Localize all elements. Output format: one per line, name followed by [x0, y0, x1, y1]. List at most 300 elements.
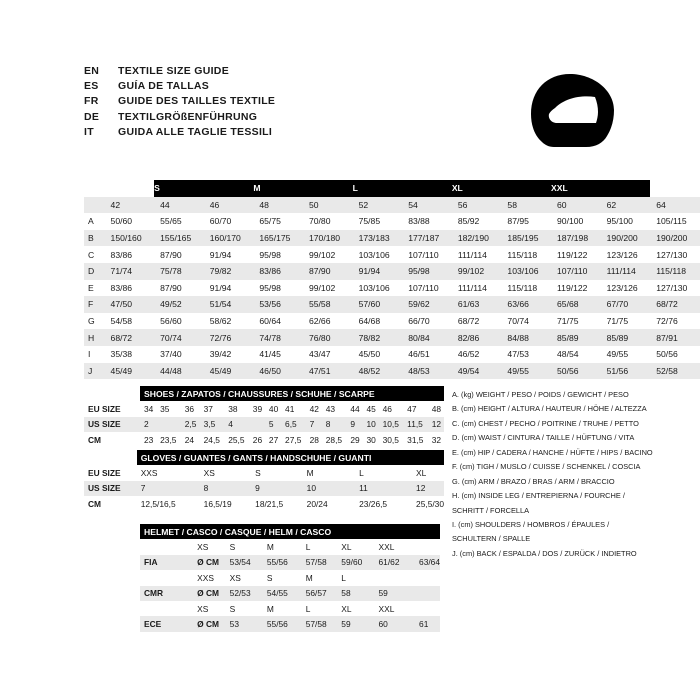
cell: M	[306, 468, 314, 479]
cell: 95/98	[259, 249, 281, 260]
cell: 56/57	[305, 588, 327, 599]
cell: 5	[268, 419, 274, 430]
cell: S	[255, 468, 261, 479]
cell: 55/65	[160, 216, 182, 227]
cell: 32	[431, 434, 442, 445]
size-group-blank	[105, 180, 155, 197]
cell: 85/92	[457, 216, 480, 227]
cell: 84/88	[507, 332, 529, 343]
helmet-fia-sizes-row	[140, 539, 440, 554]
cell: 65/68	[557, 299, 579, 310]
helmet-cmr-row	[140, 586, 440, 601]
cell: 54/58	[110, 316, 133, 327]
cell: 83/88	[408, 216, 430, 227]
cell: 173/183	[358, 233, 390, 244]
cell: 68/72	[656, 299, 678, 310]
cell: XS	[203, 468, 215, 479]
cell: 83/86	[110, 282, 133, 293]
cell: XXS	[197, 572, 214, 583]
cell: 99/102	[308, 249, 336, 260]
cell: 65/75	[259, 216, 281, 227]
gloves-us-label: US SIZE	[88, 483, 121, 494]
cell: 44/48	[160, 365, 182, 376]
legend-item-j: J. (cm) BACK / ESPALDA / DOS / ZURÜCK / INDIETRO	[452, 548, 637, 558]
gloves-title: GLOVES / GUANTES / GANTS / HANDSCHUHE / GUANTI	[137, 450, 444, 465]
cell: S	[266, 572, 273, 583]
shoes-eu-label: EU SIZE	[88, 404, 121, 415]
gloves-title-row	[84, 450, 444, 465]
cell: 37	[203, 404, 213, 415]
size-group-s: S	[154, 180, 253, 197]
legend-item-c: C. (cm) CHEST / PECHO / POITRINE / TRUHE / PETTO	[452, 418, 639, 428]
cell: 155/165	[160, 233, 192, 244]
table-row	[84, 481, 444, 496]
cell: 45/49	[110, 365, 133, 376]
cell: 105/115	[656, 216, 687, 227]
legend-item-b: B. (cm) HEIGHT / ALTURA / HAUTEUR / HÖHE / ALTEZZA	[452, 404, 647, 414]
cell: 41	[285, 404, 295, 415]
header-lang-de: DE	[84, 110, 100, 123]
size-group-header-row	[84, 180, 700, 197]
cell: 28,5	[325, 434, 343, 445]
cell: 36	[184, 404, 195, 415]
header-lang-es: ES	[84, 80, 99, 93]
table-row	[84, 263, 700, 280]
shoes-cm-label: CM	[88, 434, 102, 445]
cell: 119/122	[557, 249, 588, 260]
row-key-b: B	[88, 233, 94, 244]
row-key-i: I	[88, 349, 91, 360]
cell: 57/60	[358, 299, 381, 310]
cell: 123/126	[606, 249, 638, 260]
cell: 12	[416, 483, 426, 494]
cell: 28	[309, 434, 319, 445]
cell: 52/53	[229, 588, 251, 599]
header-block	[84, 64, 275, 140]
size-num-42: 42	[110, 199, 121, 210]
size-num-56: 56	[457, 199, 468, 210]
cell: 46/52	[457, 349, 480, 360]
table-row	[84, 417, 444, 432]
cell: 39	[252, 404, 263, 415]
cell: 61	[419, 619, 429, 630]
cell: 123/126	[606, 282, 638, 293]
helmet-cmr-sizes-row	[140, 570, 440, 585]
cell: 165/175	[259, 233, 291, 244]
cell: 48/54	[557, 349, 579, 360]
cell: 23,5	[160, 434, 177, 445]
table-row	[84, 465, 444, 480]
cell: S	[229, 542, 236, 553]
cell: 45/50	[358, 349, 381, 360]
row-key-h: H	[88, 332, 95, 343]
cell: 9	[350, 419, 355, 430]
header-row	[84, 64, 275, 79]
legend-item-g: G. (cm) ARM / BRAZO / BRAS / ARM / BRACCIO	[452, 476, 615, 486]
row-key-j: J	[88, 365, 93, 376]
cell: 182/190	[457, 233, 489, 244]
helmet-fia-label: FIA	[144, 557, 158, 568]
cell: 87/95	[507, 216, 529, 227]
cell: 87/91	[656, 332, 678, 343]
cell: 25,5/30	[416, 498, 444, 509]
cell: 50/56	[557, 365, 579, 376]
cell: 56/60	[160, 316, 182, 327]
cell: 45	[366, 404, 376, 415]
cell: 63/66	[507, 299, 529, 310]
size-num-44: 44	[160, 199, 170, 210]
cell: 35	[160, 404, 170, 415]
cell: 82/86	[457, 332, 480, 343]
cell: 74/78	[259, 332, 281, 343]
size-num-46: 46	[209, 199, 220, 210]
cell: 95/100	[606, 216, 633, 227]
cell: 103/106	[358, 282, 390, 293]
header-text-en: TEXTILE SIZE GUIDE	[118, 65, 229, 77]
helmet-ece-row	[140, 616, 440, 631]
cell: 170/180	[308, 233, 341, 244]
cell: 16,5/19	[203, 498, 232, 509]
cell: 54/55	[266, 588, 288, 599]
helmet-title-row	[140, 524, 440, 539]
cell: 24,5	[203, 434, 220, 445]
cell: 48	[431, 404, 442, 415]
cell: XL	[341, 603, 352, 614]
cell: 42	[309, 404, 319, 415]
cell: 75/78	[160, 266, 182, 277]
cell: 53/54	[229, 557, 251, 568]
cell	[249, 417, 265, 432]
cell: 43/47	[308, 349, 331, 360]
header-lang-it: IT	[84, 125, 94, 138]
cell: 49/52	[160, 299, 182, 310]
size-num-58: 58	[507, 199, 517, 210]
cell: 7	[140, 483, 146, 494]
cell: 11	[359, 483, 368, 494]
cell: M	[266, 603, 274, 614]
cell: 72/76	[209, 332, 232, 343]
cell: L	[305, 542, 311, 553]
cell: 71/75	[557, 316, 579, 327]
cell: 83/86	[259, 266, 281, 277]
size-num-52: 52	[358, 199, 369, 210]
cell: 3,5	[203, 419, 216, 430]
cell: 59/60	[341, 557, 363, 568]
cell: 85/89	[557, 332, 579, 343]
table-row	[84, 296, 700, 313]
row-key-d: D	[88, 266, 95, 277]
cell: 48/52	[358, 365, 381, 376]
cell: 48/53	[408, 365, 430, 376]
cell: 12	[431, 419, 442, 430]
cell: 75/85	[358, 216, 381, 227]
size-num-50: 50	[308, 199, 319, 210]
cell: 87/90	[160, 282, 182, 293]
cell: 119/122	[557, 282, 588, 293]
legend-item-h: H. (cm) INSIDE LEG / ENTREPIERNA / FOURCHE /	[452, 491, 625, 501]
cell: 47/53	[507, 349, 529, 360]
cell: 99/102	[308, 282, 336, 293]
cell: 46/50	[259, 365, 281, 376]
cell: 51/56	[606, 365, 629, 376]
table-row	[84, 246, 700, 263]
cell: 187/198	[557, 233, 589, 244]
header-row	[84, 110, 275, 125]
row-key-f: F	[88, 299, 94, 310]
legend-item-h-cont: SCHRITT / FORCELLA	[452, 505, 530, 515]
cell: 70/74	[160, 332, 182, 343]
cell: 35/38	[110, 349, 133, 360]
cell: 55/58	[308, 299, 331, 310]
cell: 38	[228, 404, 238, 415]
cell: 70/74	[507, 316, 529, 327]
gloves-table	[84, 450, 444, 512]
cell: XS	[229, 572, 241, 583]
cell: 55/56	[266, 557, 288, 568]
table-row	[84, 496, 444, 511]
cell: XXS	[140, 468, 158, 479]
cell: 52/58	[656, 365, 678, 376]
cell: 46	[382, 404, 392, 415]
cell: 67/70	[606, 299, 629, 310]
cell: 63/64	[419, 557, 440, 568]
helmet-ece-sizes-row	[140, 601, 440, 616]
cell: 57/58	[305, 619, 327, 630]
table-row	[84, 280, 700, 297]
cell: 45/49	[209, 365, 232, 376]
size-num-54: 54	[408, 199, 418, 210]
helmet-table	[140, 524, 440, 632]
cell: 12,5/16,5	[140, 498, 176, 509]
cell: 29	[350, 434, 360, 445]
helmet-cmr-unit: Ø CM	[197, 588, 220, 599]
cell: XS	[197, 542, 209, 553]
shoes-title-row	[84, 386, 444, 401]
cell: 49/54	[457, 365, 480, 376]
cell: 18/21,5	[255, 498, 284, 509]
cell: 50/56	[656, 349, 678, 360]
cell: 103/106	[507, 266, 539, 277]
cell: L	[305, 603, 311, 614]
helmet-title: HELMET / CASCO / CASQUE / HELM / CASCO	[140, 524, 440, 539]
cell: 39/42	[209, 349, 232, 360]
legend-item-f: F. (cm) TIGH / MUSLO / CUISSE / SCHENKEL / COSCIA	[452, 462, 641, 472]
cell: 30	[366, 434, 376, 445]
header-row	[84, 79, 275, 94]
cell: M	[305, 572, 313, 583]
cell: 103/106	[358, 249, 390, 260]
cell: 95/98	[408, 266, 430, 277]
cell: XL	[341, 542, 352, 553]
header-row	[84, 94, 275, 109]
cell: 127/130	[656, 249, 688, 260]
cell: 76/80	[308, 332, 331, 343]
cell: 27	[268, 434, 279, 445]
cell: 107/110	[408, 282, 439, 293]
table-row	[84, 346, 700, 363]
size-group-m: M	[253, 180, 352, 197]
cell: 7	[309, 419, 315, 430]
header-text-es: GUÍA DE TALLAS	[118, 80, 210, 93]
cell: 50/60	[110, 216, 133, 227]
cell: S	[229, 603, 236, 614]
cell: 59	[378, 588, 388, 599]
row-key-a: A	[88, 216, 94, 227]
table-row	[84, 329, 700, 346]
helmet-icon	[525, 72, 615, 152]
cell: 58/62	[209, 316, 232, 327]
measurement-legend	[452, 388, 700, 561]
numeric-header-row	[84, 197, 700, 214]
cell: 47/50	[110, 299, 133, 310]
legend-item-i-cont: SCHULTERN / SPALLE	[452, 534, 531, 544]
cell: 55/56	[266, 619, 288, 630]
cell: XL	[416, 468, 427, 479]
table-row	[84, 401, 444, 416]
cell: 127/130	[656, 282, 688, 293]
row-key-c: C	[88, 249, 95, 260]
helmet-cmr-label: CMR	[144, 588, 164, 599]
cell: M	[266, 542, 274, 553]
legend-item-e: E. (cm) HIP / CADERA / HANCHE / HÜFTE / HIPS / BACINO	[452, 447, 653, 457]
cell: 60/70	[209, 216, 232, 227]
cell: 70/80	[308, 216, 331, 227]
table-row	[84, 213, 700, 230]
shoes-us-label: US SIZE	[88, 419, 121, 430]
cell: 61/62	[378, 557, 400, 568]
cell: 71/75	[606, 316, 629, 327]
size-num-64: 64	[656, 199, 666, 210]
cell: 11,5	[407, 419, 423, 430]
size-num-48: 48	[259, 199, 269, 210]
cell: 60/64	[259, 316, 281, 327]
cell: 60	[378, 619, 388, 630]
header-row	[84, 125, 275, 140]
table-row	[84, 313, 700, 330]
cell: 150/160	[110, 233, 142, 244]
cell: 41/45	[259, 349, 281, 360]
cell: 40	[268, 404, 279, 415]
cell: XS	[197, 603, 209, 614]
cell: 34	[144, 404, 154, 415]
cell: 107/110	[408, 249, 439, 260]
cell: 20/24	[306, 498, 328, 509]
cell: L	[341, 572, 346, 583]
cell: 160/170	[209, 233, 241, 244]
cell: 53	[229, 619, 239, 630]
cell: 4	[228, 419, 233, 430]
legend-item-a: A. (kg) WEIGHT / PESO / POIDS / GEWICHT / PESO	[452, 390, 629, 399]
cell: 58	[341, 588, 351, 599]
cell: 91/94	[209, 282, 232, 293]
cell: 51/54	[209, 299, 232, 310]
table-row	[84, 432, 444, 447]
cell: 111/114	[457, 249, 487, 260]
cell: 185/195	[507, 233, 539, 244]
cell: 66/70	[408, 316, 430, 327]
legend-item-d: D. (cm) WAIST / CINTURA / TAILLE / HÜFTUNG / VITA	[452, 433, 635, 443]
cell: 61/63	[457, 299, 480, 310]
cell: 2	[144, 419, 149, 430]
main-size-table	[84, 180, 700, 379]
cell: 30,5	[382, 434, 399, 445]
legend-item-i: I. (cm) SHOULDERS / HOMBROS / ÉPAULES /	[452, 519, 610, 529]
cell: 87/90	[160, 249, 182, 260]
header-lang-fr: FR	[84, 95, 99, 108]
cell: XXL	[378, 542, 395, 553]
gloves-cm-label: CM	[88, 498, 102, 509]
cell: 95/98	[259, 282, 281, 293]
cell: 79/82	[209, 266, 232, 277]
cell: 85/89	[606, 332, 629, 343]
header-lang-en: EN	[84, 65, 100, 77]
cell: 71/74	[110, 266, 133, 277]
cell: 46/51	[408, 349, 430, 360]
shoes-table	[84, 386, 444, 448]
cell: 57/58	[305, 557, 327, 568]
cell: 59/62	[408, 299, 430, 310]
cell: 25,5	[228, 434, 245, 445]
cell: 83/86	[110, 249, 133, 260]
cell: 62/66	[308, 316, 331, 327]
cell: 190/200	[656, 233, 688, 244]
cell: L	[359, 468, 364, 479]
cell: 107/110	[557, 266, 588, 277]
cell: XXL	[378, 603, 395, 614]
cell: 10,5	[382, 419, 399, 430]
cell: 115/118	[656, 266, 687, 277]
size-group-xxl: XXL	[551, 180, 650, 197]
cell: 9	[255, 483, 260, 494]
size-num-60: 60	[557, 199, 567, 210]
cell: 26	[252, 434, 263, 445]
cell: 8	[325, 419, 331, 430]
size-group-xl: XL	[452, 180, 551, 197]
cell: 91/94	[358, 266, 381, 277]
header-text-de: TEXTILGRÖßENFÜHRUNG	[118, 110, 258, 123]
cell: 115/118	[507, 249, 538, 260]
helmet-fia-unit: Ø CM	[197, 557, 220, 568]
header-text-it: GUIDA ALLE TAGLIE TESSILI	[118, 125, 273, 138]
cell: 2,5	[184, 419, 197, 430]
size-group-l: L	[353, 180, 452, 197]
cell: 59	[341, 619, 351, 630]
cell: 68/72	[457, 316, 480, 327]
cell: 23	[144, 434, 154, 445]
cell: 31,5	[407, 434, 424, 445]
cell: 111/114	[457, 282, 487, 293]
cell: 177/187	[408, 233, 440, 244]
table-row	[84, 230, 700, 247]
cell: 27,5	[285, 434, 302, 445]
cell: 49/55	[507, 365, 529, 376]
cell: 23/26,5	[359, 498, 388, 509]
cell: 6,5	[285, 419, 297, 430]
cell: 87/90	[308, 266, 331, 277]
cell: 78/82	[358, 332, 381, 343]
cell: 90/100	[557, 216, 584, 227]
cell: 49/55	[606, 349, 629, 360]
cell: 111/114	[606, 266, 636, 277]
cell: 53/56	[259, 299, 281, 310]
helmet-ece-unit: Ø CM	[197, 619, 220, 630]
size-num-62: 62	[606, 199, 617, 210]
cell: 115/118	[507, 282, 538, 293]
cell: 37/40	[160, 349, 182, 360]
header-text-fr: GUIDE DES TAILLES TEXTILE	[118, 95, 276, 108]
helmet-ece-label: ECE	[144, 619, 162, 630]
cell: 47	[407, 404, 417, 415]
